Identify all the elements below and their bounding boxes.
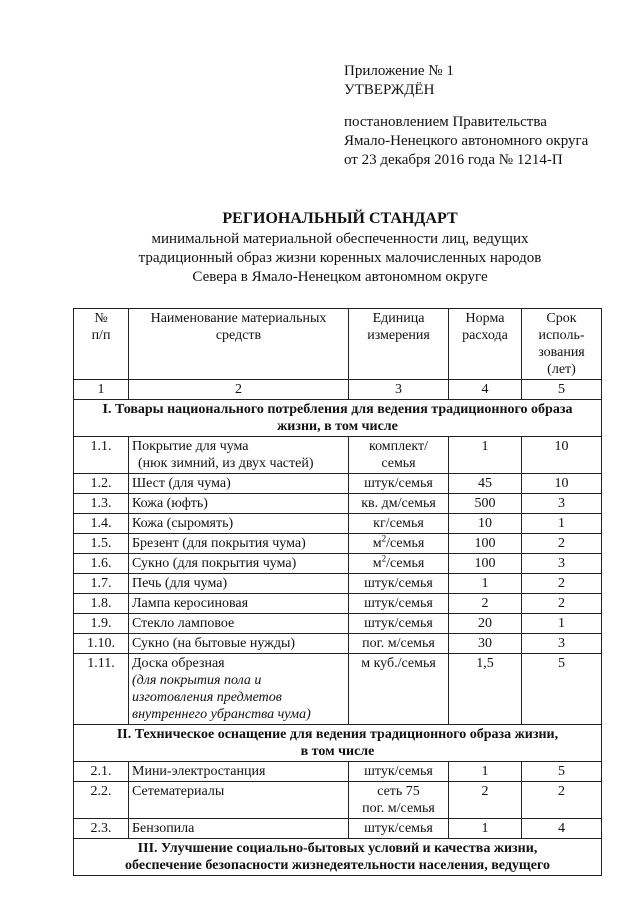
annex-label: Приложение № 1 <box>344 63 454 79</box>
table-row: 1.5. Брезент (для покрытия чума) $м^2$/семья 100 2 <box>74 534 602 554</box>
document-heading <box>90 209 590 287</box>
table-row: 2.3. Бензопила штук/семья 1 4 <box>74 819 602 839</box>
header-num: № п/п <box>74 309 129 380</box>
approval-block <box>344 62 588 170</box>
table-row: 1.9. Стекло ламповое штук/семья 20 1 <box>74 614 602 634</box>
table-row: 1.2. Шест (для чума) штук/семья 45 10 <box>74 474 602 494</box>
standard-table <box>73 308 602 876</box>
header-name: Наименование материальных средств <box>129 309 349 380</box>
table-row: 1.3. Кожа (юфть) кв. дм/семья 500 3 <box>74 494 602 514</box>
header-unit: Единица измерения <box>349 309 449 380</box>
table-row: 1.8. Лампа керосиновая штук/семья 2 2 <box>74 594 602 614</box>
table-row: 1.11. Доска обрезная (для покрытия пола и изготовления предметов внутреннего убранства чума) м куб./семья 1,5 5 <box>74 654 602 725</box>
section-2-row: II. Техническое оснащение для ведения традиционного образа жизни, в том числе <box>74 725 602 762</box>
table-row: 2.2. Сетематериалы сеть 75 пог. м/семья 2 2 <box>74 782 602 819</box>
column-number-row: 1 2 3 4 5 <box>74 380 602 400</box>
document-subtitle-1: минимальной материальной обеспеченности лиц, ведущих <box>151 231 529 247</box>
section-3-row: III. Улучшение социально-бытовых условий и качества жизни, обеспечение безопасности жизнедеятельности населения, ведущего <box>74 839 602 876</box>
table-header-row <box>74 309 602 380</box>
approval-line-3: от 23 декабря 2016 года № 1214-П <box>344 152 563 168</box>
approval-line-2: Ямало-Ненецкого автономного округа <box>344 133 589 149</box>
header-norm: Норма расхода <box>449 309 522 380</box>
table-row: 1.6. Сукно (для покрытия чума) $м^2$/семья 100 3 <box>74 554 602 574</box>
approved-label: УТВЕРЖДЁН <box>344 82 435 98</box>
section-1-row: I. Товары национального потребления для ведения традиционного образа жизни, в том числе <box>74 400 602 437</box>
table-row: 1.4. Кожа (сыромять) кг/семья 10 1 <box>74 514 602 534</box>
table-row: 2.1. Мини-электростанция штук/семья 1 5 <box>74 762 602 782</box>
document-subtitle-2: традиционный образ жизни коренных малочисленных народов <box>138 250 542 266</box>
approval-line-1: постановлением Правительства <box>344 114 547 130</box>
document-subtitle-3: Севера в Ямало-Ненецком автономном округе <box>192 269 488 285</box>
table-row: 1.1. Покрытие для чума (нюк зимний, из двух частей) комплект/ семья 1 10 <box>74 437 602 474</box>
table-row: 1.7. Печь (для чума) штук/семья 1 2 <box>74 574 602 594</box>
table-row: 1.10. Сукно (на бытовые нужды) пог. м/семья 30 3 <box>74 634 602 654</box>
header-term: Срок исполь- зования (лет) <box>522 309 602 380</box>
document-title: РЕГИОНАЛЬНЫЙ СТАНДАРТ <box>222 210 458 227</box>
